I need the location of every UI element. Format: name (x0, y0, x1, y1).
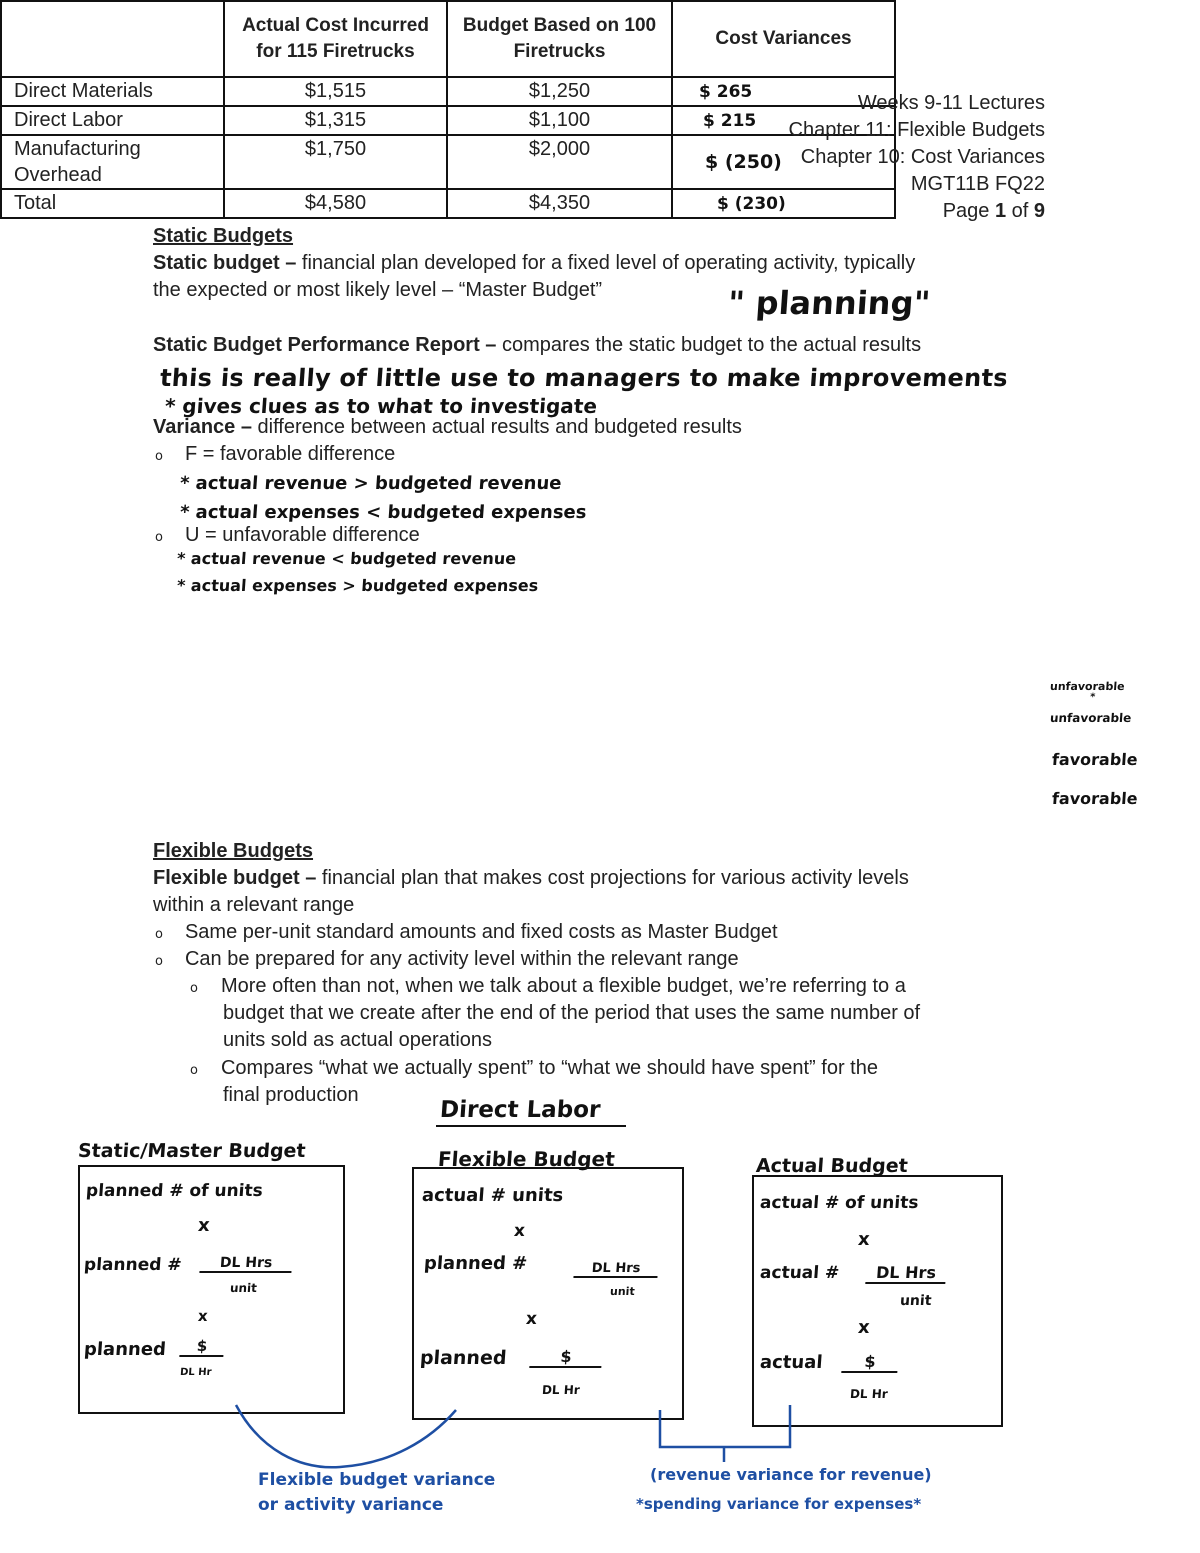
row-variance: $ (230) (672, 189, 895, 218)
times-icon: x (197, 1307, 209, 1325)
header-line: Chapter 10: Cost Variances (800, 146, 1045, 168)
fraction-denominator: unit (229, 1281, 258, 1295)
flex-line-units: actual # units (421, 1185, 565, 1206)
list-item: o Same per-unit standard amounts and fixed costs as Master Budget (155, 921, 778, 943)
handwritten-favorable-2: * actual expenses < budgeted expenses (179, 502, 588, 523)
handwritten-unfavorable-1: * actual revenue < budgeted revenue (176, 549, 517, 568)
flexible-variance-arc (236, 1405, 456, 1467)
static-budget-definition-cont: the expected or most likely level – “Master Budget” (153, 279, 603, 301)
sub-list-item-cont: budget that we create after the end of the period that uses the same number of (223, 1002, 921, 1024)
static-line-rate: planned (83, 1339, 167, 1360)
handwritten-note-favorable: favorable (1051, 750, 1139, 769)
handwritten-note-asterisk: * (1089, 692, 1096, 703)
times-icon: x (857, 1229, 871, 1250)
variance-definition: Variance – difference between actual results and budgeted results (153, 416, 742, 438)
sub-list-item: o More often than not, when we talk about a flexible budget, we’re referring to a (190, 975, 906, 997)
handwritten-note-favorable: favorable (1051, 789, 1139, 808)
fraction-denominator: DL Hr (541, 1383, 581, 1397)
fraction-denominator: unit (609, 1285, 636, 1298)
sub-list-item-cont: units sold as actual operations (223, 1029, 493, 1051)
table-header-variance: Cost Variances (672, 1, 895, 77)
actual-line-hours: actual # (759, 1263, 840, 1283)
handwritten-planning: " planning" (726, 284, 932, 322)
handwritten-note-clues: * gives clues as to what to investigate (164, 394, 598, 418)
flexible-budgets-heading: Flexible Budgets (153, 840, 314, 862)
fraction-numerator: DL Hrs (865, 1263, 946, 1284)
row-actual: $4,580 (224, 189, 447, 218)
fraction-numerator: $ (529, 1347, 602, 1368)
row-label: Direct Materials (1, 77, 224, 106)
fraction-numerator: DL Hrs (573, 1261, 658, 1278)
activity-variance-label: or activity variance (258, 1495, 444, 1515)
table-header-budget: Budget Based on 100 Firetrucks (447, 1, 672, 77)
row-label: Total (1, 189, 224, 218)
static-budget-definition: Static budget – financial plan developed for a fixed level of operating activity, typically (153, 252, 916, 274)
flex-line-rate: planned (419, 1347, 508, 1369)
handwritten-favorable-1: * actual revenue > budgeted revenue (179, 473, 563, 494)
row-budget: $1,250 (447, 77, 672, 106)
row-actual: $1,515 (224, 77, 447, 106)
flexible-budget-definition: Flexible budget – financial plan that makes cost projections for various activity levels (153, 867, 909, 889)
handwritten-unfavorable-2: * actual expenses > budgeted expenses (176, 576, 539, 595)
fraction-numerator: DL Hrs (199, 1255, 292, 1273)
times-icon: x (857, 1317, 871, 1338)
flex-line-hours: planned # (423, 1253, 529, 1274)
actual-budget-title: Actual Budget (755, 1155, 909, 1177)
times-icon: x (513, 1221, 526, 1241)
favorable-item: o F = favorable difference (155, 443, 396, 465)
sub-list-item: o Compares “what we actually spent” to “what we should have spent” for the (190, 1057, 878, 1079)
header-line: Weeks 9-11 Lectures (857, 92, 1045, 114)
actual-line-units: actual # of units (759, 1193, 920, 1213)
unfavorable-item: o U = unfavorable difference (155, 524, 420, 546)
row-budget: $2,000 (447, 135, 672, 189)
list-item: o Can be prepared for any activity level within the relevant range (155, 948, 739, 970)
row-label: Manufacturing Overhead (1, 135, 224, 189)
static-line-hours: planned # (83, 1255, 183, 1275)
row-actual: $1,750 (224, 135, 447, 189)
row-label: Direct Labor (1, 106, 224, 135)
sub-list-item-cont: final production (223, 1084, 359, 1106)
header-line: MGT11B FQ22 (910, 173, 1045, 195)
fraction-numerator: $ (179, 1337, 224, 1357)
handwritten-note-unfavorable: unfavorable (1049, 711, 1132, 725)
flexible-budget-definition-cont: within a relevant range (153, 894, 355, 916)
flexible-budget-title: Flexible Budget (437, 1147, 616, 1171)
revenue-variance-label: (revenue variance for revenue) (650, 1465, 932, 1484)
row-budget: $4,350 (447, 189, 672, 218)
row-variance: $ (250) (672, 135, 895, 189)
fraction-denominator: DL Hr (179, 1367, 212, 1378)
spending-variance-bracket (660, 1405, 790, 1447)
actual-line-rate: actual (759, 1352, 824, 1373)
row-variance: $ 265 (672, 77, 895, 106)
fraction-denominator: unit (899, 1293, 932, 1309)
header-line: Chapter 11: Flexible Budgets (788, 119, 1045, 141)
handwritten-note-unfavorable: unfavorable (1049, 680, 1126, 693)
diagram-title: Direct Labor (439, 1097, 602, 1123)
fraction-numerator: $ (841, 1352, 898, 1373)
row-actual: $1,315 (224, 106, 447, 135)
page-indicator: Page 1 of 9 (942, 200, 1045, 222)
spending-variance-label: *spending variance for expenses* (636, 1495, 922, 1513)
row-budget: $1,100 (447, 106, 672, 135)
performance-report-definition: Static Budget Performance Report – compares the static budget to the actual results (153, 334, 922, 356)
static-line-units: planned # of units (85, 1181, 264, 1201)
static-budget-title: Static/Master Budget (77, 1140, 307, 1162)
table-header-actual: Actual Cost Incurred for 115 Firetrucks (224, 1, 447, 77)
flexible-variance-label: Flexible budget variance (258, 1470, 496, 1490)
fraction-denominator: DL Hr (849, 1387, 889, 1401)
times-icon: x (525, 1309, 538, 1329)
times-icon: x (197, 1215, 211, 1236)
handwritten-note-little-use: this is really of little use to managers to make improvements (159, 364, 1009, 392)
static-budgets-heading: Static Budgets (153, 225, 294, 247)
row-variance: $ 215 (672, 106, 895, 135)
